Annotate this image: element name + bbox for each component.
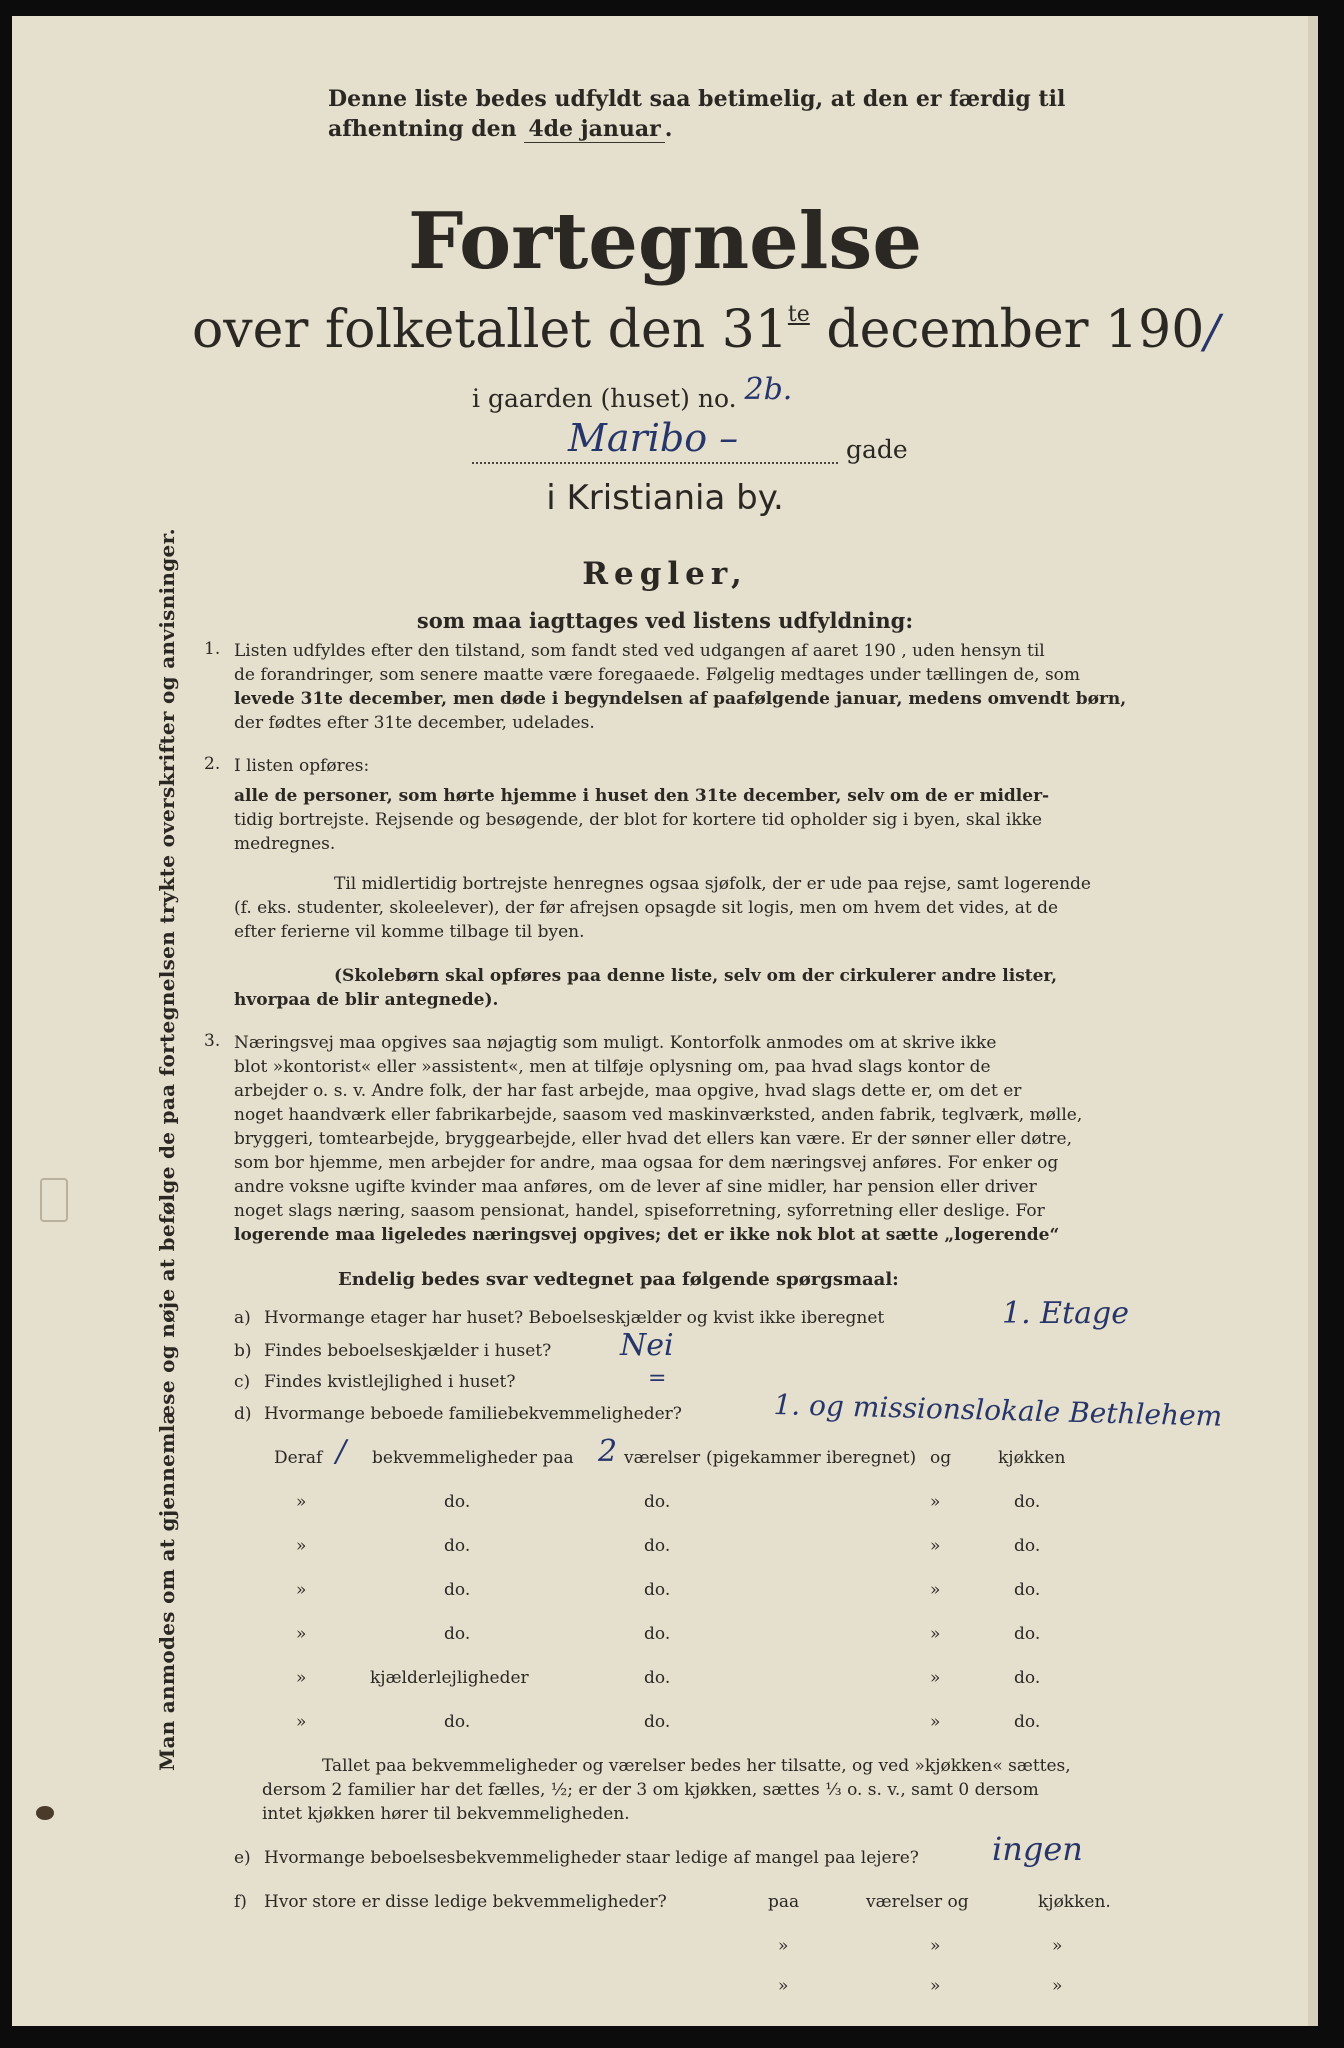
row-do-2: do. [644, 1492, 671, 1512]
answer-b-handwritten: Nei [620, 1328, 674, 1363]
bekv-label: bekvemmeligheder paa [372, 1448, 574, 1468]
row-do-2: do. [644, 1712, 671, 1732]
row-do-3: do. [1014, 1624, 1041, 1644]
row-quote: » [1052, 1936, 1063, 1956]
vaerelser-label: værelser [624, 1448, 701, 1468]
rule-2-intro: I listen opføres: [234, 756, 370, 776]
pickup-date: 4de januar [524, 116, 664, 143]
page-title: Fortegnelse [408, 196, 922, 287]
rule-2: alle de personer, som hørte hjemme i huset den 31te december, selv om de er midler- tidig bortrejste. Rejsende og besøgende, der blot for kortere tid opholder sig i byen, skal ikke medregnes. [234, 786, 1050, 854]
pigekammer-label: (pigekammer iberegnet) [706, 1448, 917, 1468]
question-b-label: b) [234, 1341, 252, 1361]
row-quote: » [930, 1936, 941, 1956]
question-b: Findes beboelseskjælder i huset? [264, 1341, 552, 1361]
deraf-handwritten: / [336, 1434, 347, 1469]
row-do-1: do. [444, 1536, 471, 1556]
rule-2c: (Skolebørn skal opføres paa denne liste, selv om der cirkulerer andre lister, hvorpaa de blir antegnede). [234, 966, 1058, 1010]
row-quote: » [296, 1536, 307, 1556]
row-do-2: do. [644, 1536, 671, 1556]
page-subtitle: over folketallet den $31^{te}$ december 190/ [192, 300, 1220, 360]
notice [328, 84, 1168, 144]
questions-heading: Endelig bedes svar vedtegnet paa følgende spørgsmaal: [338, 1269, 899, 1290]
ink-blot [36, 1806, 54, 1820]
rule-1-number: 1. [204, 639, 221, 659]
question-e: Hvormange beboelsesbekvemmeligheder staar ledige af mangel paa lejere? [264, 1848, 919, 1868]
row-do-1: do. [444, 1712, 471, 1732]
og-label: og [930, 1448, 952, 1468]
row-quote: » [296, 1668, 307, 1688]
row-quote: » [296, 1492, 307, 1512]
rule-1: Listen udfyldes efter den tilstand, som fandt sted ved udgangen af aaret 190 , uden hensyn til de forandringer, som senere maatte være foregaaede. Følgelig medtages under tællingen de, som levede 31te december, men døde i begyndelsen af paafølgende januar, medens omvendt børn, der fødtes efter 31te december, udelades. [234, 641, 1127, 733]
row-quote: » [778, 1936, 789, 1956]
row-quote: » [930, 1668, 941, 1688]
notice-line2: afhentning den 4de januar . [328, 116, 673, 142]
question-f-vaerelser: værelser og [866, 1892, 969, 1912]
row-do-1: do. [444, 1492, 471, 1512]
row-quote: » [778, 1976, 789, 1996]
row-do-1: do. [444, 1580, 471, 1600]
notice-line1: Denne liste bedes udfyldt saa betimelig, at den er færdig til [328, 86, 1066, 112]
question-c: Findes kvistlejlighed i huset? [264, 1372, 516, 1392]
house-number-line: i gaarden (huset) no. 2b. [472, 372, 793, 413]
row-do-2: do. [644, 1624, 671, 1644]
question-f-label: f) [234, 1892, 247, 1912]
census-form-page [12, 16, 1318, 2026]
row-quote: » [930, 1536, 941, 1556]
answer-a-handwritten: 1. Etage [1002, 1296, 1129, 1331]
question-c-label: c) [234, 1372, 251, 1392]
vaerelser-handwritten: 2 [598, 1434, 618, 1469]
answer-c-handwritten: = [648, 1366, 667, 1391]
kjokken-label: kjøkken [998, 1448, 1066, 1468]
row-quote: » [930, 1624, 941, 1644]
row-quote: » [930, 1976, 941, 1996]
row-do-3: do. [1014, 1668, 1041, 1688]
deraf-label: Deraf [274, 1448, 323, 1468]
rule-3: Næringsvej maa opgives saa nøjagtig som muligt. Kontorfolk anmodes om at skrive ikke blot »kontorist« eller »assistent«, men at tilføje oplysning om, paa hvad slags kontor de arbejder o. s. v. Andre folk, der har fast arbejde, maa opgive, hvad slags dette er, om det er noget haandværk eller fabrikarbejde, saasom ved maskinværksted, anden fabrik, teglværk, mølle, bryggeri, tomtearbejde, bryggearbejde, eller hvad det ellers kan være. Er der sønner eller døtre, som bor hjemme, men arbejder for andre, maa ogsaa for dem næringsvej anføres. For enker og andre voksne ugifte kvinder maa anføres, om de lever af sine midler, har pension eller driver noget slags næring, saasom pensionat, handel, spiseforretning, syforretning eller deslige. For logerende maa ligeledes næringsvej opgives; det er ikke nok blot at sætte „logerende“ [234, 1033, 1083, 1245]
rules-heading: Regler, [582, 556, 748, 592]
row-do-3: do. [1014, 1712, 1041, 1732]
row-do-2: do. [644, 1668, 671, 1688]
rule-2b: Til midlertidig bortrejste henregnes ogsaa sjøfolk, der er ude paa rejse, samt logerende (f. eks. studenter, skoleelever), der før afrejsen opsagde sit logis, men om hvem det vides, at de efter ferierne vil komme tilbage til byen. [234, 874, 1091, 942]
row-quote: » [296, 1712, 307, 1732]
answer-e-handwritten: ingen [992, 1830, 1083, 1868]
row-quote: » [930, 1580, 941, 1600]
question-f-kjokken: kjøkken. [1038, 1892, 1111, 1912]
row-quote: » [296, 1624, 307, 1644]
rules-subheading: som maa iagttages ved listens udfyldning: [416, 608, 914, 633]
row-do-3: do. [1014, 1536, 1041, 1556]
question-d: Hvormange beboede familiebekvemmeligheder? [264, 1404, 682, 1424]
question-d-label: d) [234, 1404, 252, 1424]
answer-d-handwritten: 1. og missionslokale Bethlehem [773, 1388, 1223, 1433]
row-quote: » [930, 1492, 941, 1512]
row-do-1: do. [444, 1624, 471, 1644]
row-do-3: do. [1014, 1580, 1041, 1600]
rule-2-number: 2. [204, 754, 221, 774]
question-a-label: a) [234, 1308, 251, 1328]
question-e-label: e) [234, 1848, 251, 1868]
row-do-2: do. [644, 1580, 671, 1600]
street-handwritten: Maribo – [568, 416, 739, 460]
question-f: Hvor store er disse ledige bekvemmeligheder? [264, 1892, 667, 1912]
row-kjaelder: kjælderlejligheder [370, 1668, 529, 1688]
margin-mark [40, 1178, 68, 1222]
row-quote: » [1052, 1976, 1063, 1996]
note: Tallet paa bekvemmeligheder og værelser bedes her tilsatte, og ved »kjøkken« sættes, dersom 2 familier har det fælles, ½; er der 3 om kjøkken, sættes ⅓ o. s. v., samt 0 dersom intet kjøkken hører til bekvemmeligheden. [262, 1756, 1071, 1824]
question-a: Hvormange etager har huset? Beboelseskjælder og kvist ikke iberegnet [264, 1308, 885, 1328]
street-line: Maribo – gade [472, 430, 908, 464]
side-instruction: Man anmodes om at gjennemlæse og nøje at befølge de paa fortegnelsen trykte overskrifter og anvisninger. [155, 528, 179, 1771]
city-line: i Kristiania by. [546, 478, 784, 518]
rule-3-number: 3. [204, 1031, 221, 1051]
row-do-3: do. [1014, 1492, 1041, 1512]
year-handwritten: / [1204, 304, 1220, 358]
row-quote: » [930, 1712, 941, 1732]
question-f-paa: paa [768, 1892, 800, 1912]
house-number-handwritten: 2b. [744, 372, 793, 407]
row-quote: » [296, 1580, 307, 1600]
page-edge [1308, 16, 1318, 2026]
